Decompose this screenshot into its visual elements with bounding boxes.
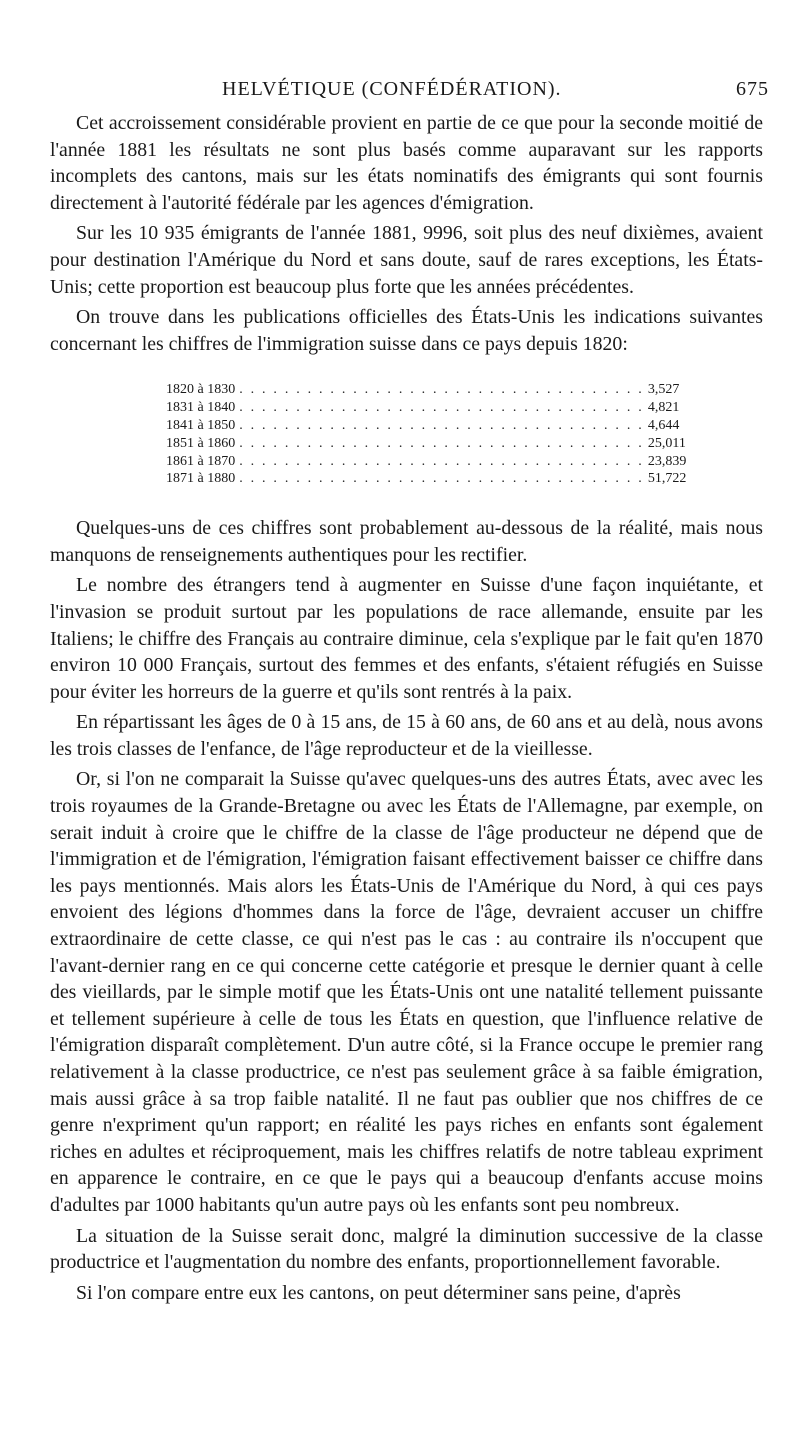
table-row	[166, 399, 680, 417]
paragraph: Cet accroissement considérable provient en partie de ce que pour la seconde moitié de l'année 1881 les résultats ne sont plus basés comme auparavant sur les rapports incomplets des cantons, mais sur les états nominatifs des émigrants qui sont fournis directement à l'autorité fédérale par les agences d'émigration.	[50, 112, 763, 214]
paragraph: Le nombre des étrangers tend à augmenter en Suisse d'une façon inquiétante, et l'invasion se produit surtout par les populations de race allemande, ensuite par les Italiens; le chiffre des Français au contraire diminue, cela s'explique par le fait qu'en 1870 environ 10 000 Français, surtout des femmes et des enfants, s'étaient réfugiés en Suisse pour éviter les horreurs de la guerre et qu'ils sont rentrés à la paix.	[50, 574, 763, 703]
table-row	[166, 435, 686, 453]
dot-leader: . . . . . . . . . . . . . . . . . . . . . . . . . . . . . . . . . . . .	[239, 382, 644, 398]
table-period: 1841 à 1850	[166, 417, 236, 433]
table-value: 25,011	[647, 435, 686, 451]
paragraph: En répartissant les âges de 0 à 15 ans, de 15 à 60 ans, de 60 ans et au delà, nous avons les trois classes de l'enfance, de l'âge reproducteur et de la vieillesse.	[50, 711, 763, 760]
running-title: HELVÉTIQUE (CONFÉDÉRATION).	[222, 78, 562, 100]
table-value: 51,722	[647, 471, 687, 487]
running-header	[50, 78, 769, 110]
table-period: 1831 à 1840	[166, 400, 236, 416]
paragraph: Sur les 10 935 émigrants de l'année 1881, 9996, soit plus des neuf dixièmes, avaient pour destination l'Amérique du Nord et sans doute, sauf de rares exceptions, les États-Unis; cette proportion est beaucoup plus forte que les années précédentes.	[50, 222, 763, 298]
table-row	[166, 453, 687, 471]
dot-leader: . . . . . . . . . . . . . . . . . . . . . . . . . . . . . . . . . . . .	[239, 471, 644, 487]
dot-leader: . . . . . . . . . . . . . . . . . . . . . . . . . . . . . . . . . . . .	[239, 400, 644, 416]
dot-leader: . . . . . . . . . . . . . . . . . . . . . . . . . . . . . . . . . . . .	[239, 417, 644, 433]
paragraph: Or, si l'on ne comparait la Suisse qu'avec quelques-uns des autres États, avec avec les trois royaumes de la Grande-Bretagne ou avec les États de l'Allemagne, par exemple, on serait induit à croire que le chiffre de la classe de l'âge producteur ne dépend que de l'immigration et de l'émigration, l'émigration faisant effectivement baisser ce chiffre dans les pays mentionnés. Mais alors les États-Unis de l'Amérique du Nord, à qui ces pays envoient des légions d'hommes dans la force de l'âge, devraient accuser un chiffre extraordinaire de cette classe, ce qui n'est pas le cas : au contraire ils n'occupent que l'avant-dernier rang en ce qui concerne cette catégorie et presque le dernier quant à celle des vieillards, par le simple motif que les États-Unis ont une natalité tellement puissante et tellement supérieure à celle de tous les États en question, que l'influence relative de l'émigration disparaît complètement. D'un autre côté, si la France occupe le premier rang relativement à la classe productrice, ce n'est pas seulement grâce à sa faible émigration, mais aussi grâce à sa trop faible natalité. Il ne faut pas oublier que nos chiffres de ce genre n'expriment qu'un rapport; en réalité les pays riches en enfants sont également riches en adultes et réciproquement, mais les chiffres relatifs de notre tableau expriment en apparence le contraire, en ce que le pays qui a beaucoup d'enfants accuse moins d'adultes par 1000 habitants qu'un autre pays où les enfants sont peu nombreux.	[50, 768, 763, 1216]
paragraph: La situation de la Suisse serait donc, malgré la diminution successive de la classe productrice et l'augmentation du nombre des enfants, proportionnellement favorable.	[50, 1224, 763, 1274]
page-number: 675	[736, 78, 769, 100]
table-period: 1871 à 1880	[166, 471, 236, 487]
document-page	[50, 78, 769, 1306]
table-row	[166, 381, 680, 399]
table-value: 23,839	[647, 453, 687, 469]
table-value: 4,644	[647, 417, 680, 433]
table-period: 1851 à 1860	[166, 435, 236, 451]
paragraph: On trouve dans les publications officielles des États-Unis les indications suivantes concernant les chiffres de l'immigration suisse dans ce pays depuis 1820:	[50, 306, 763, 355]
table-row	[166, 470, 687, 488]
table-value: 4,821	[647, 400, 680, 416]
immigration-table	[166, 381, 687, 488]
dot-leader: . . . . . . . . . . . . . . . . . . . . . . . . . . . . . . . . . . . .	[239, 453, 644, 469]
paragraph: Quelques-uns de ces chiffres sont probablement au-dessous de la réalité, mais nous manquons de renseignements authentiques pour les rectifier.	[50, 517, 763, 566]
paragraph: Si l'on compare entre eux les cantons, on peut déterminer sans peine, d'après	[76, 1281, 681, 1304]
table-period: 1820 à 1830	[166, 382, 236, 398]
dot-leader: . . . . . . . . . . . . . . . . . . . . . . . . . . . . . . . . . . . .	[239, 435, 644, 451]
table-period: 1861 à 1870	[166, 453, 236, 469]
table-value: 3,527	[647, 382, 680, 398]
table-row	[166, 417, 680, 435]
